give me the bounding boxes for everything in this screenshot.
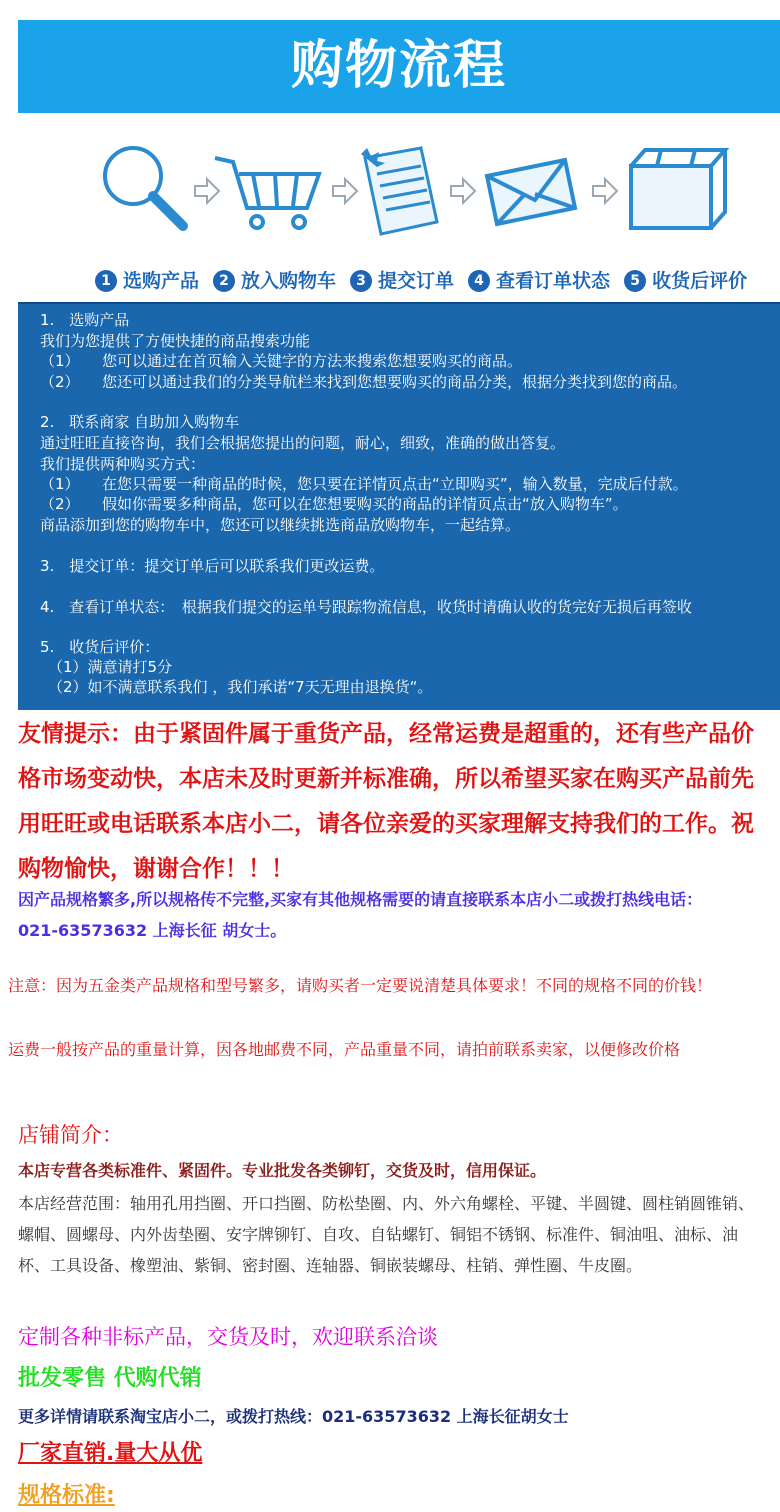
tip-line: 购物愉快，谢谢合作！！！ — [18, 856, 294, 882]
info-line: （2） 您还可以通过我们的分类导航栏来找到您想要购买的商品分类，根据分类找到您的商品。 — [40, 373, 688, 391]
step-label: 放入购物车 — [241, 270, 337, 292]
info-line: 2. 联系商家 自助加入购物车 — [40, 413, 240, 431]
info-line: 商品添加到您的购物车中，您还可以继续挑选商品放购物车，一起结算。 — [40, 516, 521, 534]
intro-body: 本店经营范围：轴用孔用挡圈、开口挡圈、防松垫圈、内、外六角螺栓、平键、半圆键、圆柱销圆锥销、螺帽、圆螺母、内外齿垫圈、安字牌铆钉、自攻、自钻螺钉、铜铝不锈钢、标准件、铜油咀、油标、油杯、工具设备、橡塑油、紫铜、密封圈、连轴器、铜嵌装螺母、柱销、弹性圈、牛皮圈。 — [18, 1194, 755, 1275]
info-line: （1） 您可以通过在首页输入关键字的方法来搜索您想要购买的商品。 — [40, 352, 523, 370]
friendly-tip — [18, 712, 780, 892]
step-label: 提交订单 — [378, 270, 455, 292]
info-line: 我们提供两种购买方式： — [40, 455, 206, 473]
header-banner — [18, 20, 780, 113]
step-item — [213, 266, 336, 293]
arrow-icon — [451, 179, 475, 203]
arrow-icon — [593, 179, 617, 203]
factory-direct-text: 厂家直销.量大从优 — [18, 1441, 203, 1466]
step-item — [350, 266, 454, 293]
info-line: （1）满意请打5分 — [48, 658, 173, 676]
info-line: 我们为您提供了方便快捷的商品搜索功能 — [40, 332, 311, 350]
step-label: 选购产品 — [123, 270, 200, 292]
notice-shipping: 运费一般按产品的重量计算，因各地邮费不同，产品重量不同，请拍前联系卖家，以便修改价格 — [8, 1040, 681, 1059]
step-label: 查看订单状态 — [496, 270, 611, 292]
info-line: 1. 选购产品 — [40, 311, 130, 329]
order-form-icon — [361, 148, 437, 234]
step-item — [95, 266, 199, 293]
step-number-badge: 3 — [350, 270, 372, 292]
info-line: （2） 假如你需要多种商品，您可以在您想要购买的商品的详情页点击“放入购物车”。 — [40, 495, 628, 513]
custom-products-text: 定制各种非标产品，交货及时，欢迎联系洽谈 — [18, 1325, 438, 1349]
step-number-badge: 5 — [624, 270, 646, 292]
search-icon — [105, 148, 183, 226]
tip-line: 格市场变动快，本店未及时更新并标准确，所以希望买家在购买产品前先 — [18, 766, 754, 792]
cart-icon — [215, 158, 319, 228]
contact-text: 更多详情请联系淘宝店小二，或拨打热线：021-63573632 上海长征胡女士 — [18, 1407, 569, 1426]
tip-line: 友情提示：由于紧固件属于重货产品，经常运费是超重的，还有些产品价 — [18, 721, 754, 747]
info-line: 5. 收货后评价： — [40, 638, 160, 656]
arrow-icon — [195, 179, 219, 203]
step-item — [624, 266, 747, 293]
info-line: （1） 在您只需要一种商品的时候，您只要在详情页点击“立即购买”，输入数量，完成后付款。 — [40, 475, 688, 493]
step-label: 收货后评价 — [652, 270, 748, 292]
envelope-icon — [487, 160, 575, 224]
steps-row — [95, 266, 761, 298]
info-line: 通过旺旺直接咨询，我们会根据您提出的问题，耐心，细致，准确的做出答复。 — [40, 434, 566, 452]
flow-icons — [95, 140, 735, 240]
tip-line: 用旺旺或电话联系本店小二，请各位亲爱的买家理解支持我们的工作。祝 — [18, 811, 754, 837]
spec-title: 规格标准: — [18, 1483, 115, 1508]
step-number-badge: 2 — [213, 270, 235, 292]
spec-notice-line: 因产品规格繁多,所以规格传不完整,买家有其他规格需要的请直接联系本店小二或拨打热线电话： — [18, 890, 703, 909]
step-item — [468, 266, 610, 293]
step-number-badge: 1 — [95, 270, 117, 292]
box-icon — [631, 150, 725, 228]
step-number-badge: 4 — [468, 270, 490, 292]
spec-notice-line: 021-63573632 上海长征 胡女士。 — [18, 921, 287, 940]
intro-main: 本店专营各类标准件、紧固件。专业批发各类铆钉，交货及时，信用保证。 — [18, 1161, 547, 1180]
info-line: 3. 提交订单：提交订单后可以联系我们更改运费。 — [40, 557, 385, 575]
page-title: 购物流程 — [290, 36, 507, 96]
notice-spec: 注意：因为五金类产品规格和型号繁多，请购买者一定要说清楚具体要求！不同的规格不同的价钱！ — [8, 976, 713, 995]
intro-title: 店铺简介： — [18, 1123, 123, 1147]
arrow-icon — [333, 179, 357, 203]
info-line: 4. 查看订单状态： 根据我们提交的运单号跟踪物流信息，收货时请确认收的货完好无损后再签收 — [40, 598, 692, 616]
info-line: （2）如不满意联系我们 ，我们承诺“7天无理由退换货“。 — [48, 678, 433, 696]
wholesale-text: 批发零售 代购代销 — [18, 1366, 202, 1391]
process-info-box — [18, 302, 780, 710]
